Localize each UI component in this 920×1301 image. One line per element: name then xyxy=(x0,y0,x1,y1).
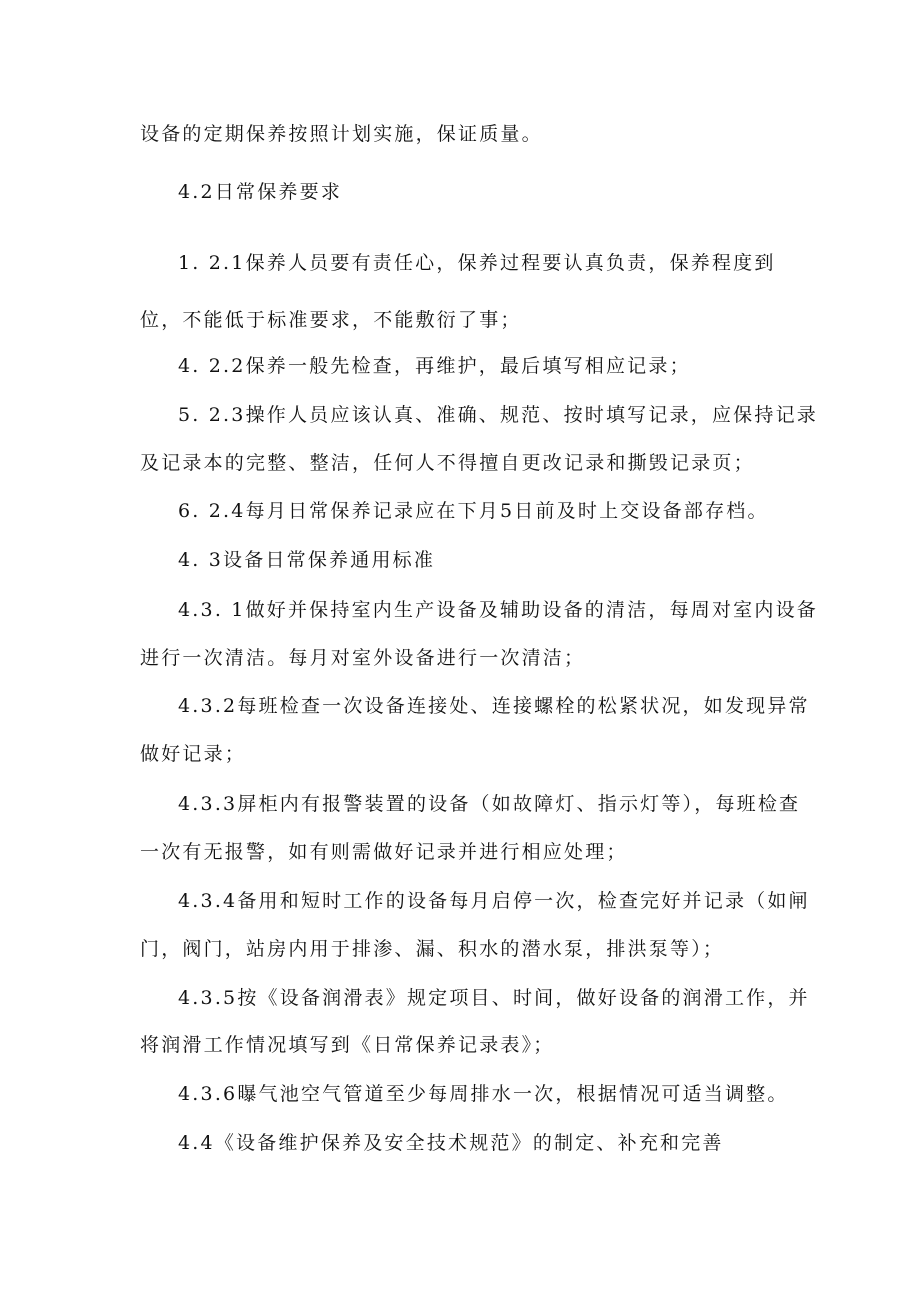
paragraph-line: 门，阀门，站房内用于排渗、漏、积水的潜水泵，排洪泵等）； xyxy=(140,938,725,960)
paragraph-line: 4.3.4备用和短时工作的设备每月启停一次，检查完好并记录（如闸 xyxy=(178,890,810,912)
paragraph-line: 一次有无报警，如有则需做好记录并进行相应处理； xyxy=(140,841,628,863)
paragraph-line: 1. 2.1保养人员要有责任心，保养过程要认真负责，保养程度到 xyxy=(178,252,776,274)
paragraph-line: 4.3.5按《设备润滑表》规定项目、时间，做好设备的润滑工作，并 xyxy=(178,987,810,1009)
section-heading-4-3: 4. 3设备日常保养通用标准 xyxy=(178,549,436,571)
paragraph-line: 位，不能低于标准要求，不能敷衍了事； xyxy=(140,309,522,331)
section-heading-4-2: 4.2日常保养要求 xyxy=(178,181,343,203)
paragraph-line: 4.3. 1做好并保持室内生产设备及辅助设备的清洁，每周对室内设备 xyxy=(178,599,818,621)
paragraph-line: 进行一次清洁。每月对室外设备进行一次清洁； xyxy=(140,647,586,669)
paragraph-line: 4.3.2每班检查一次设备连接处、连接螺栓的松紧状况，如发现异常 xyxy=(178,695,810,717)
paragraph-line: 4. 2.2保养一般先检查，再维护，最后填写相应记录； xyxy=(178,355,691,377)
paragraph-line: 及记录本的完整、整洁，任何人不得擅自更改记录和撕毁记录页； xyxy=(140,452,755,474)
section-heading-4-4: 4.4《设备维护保养及安全技术规范》的制定、补充和完善 xyxy=(178,1132,724,1154)
paragraph-line: 4.3.3屏柜内有报警装置的设备（如故障灯、指示灯等），每班检查 xyxy=(178,793,801,815)
paragraph-line: 将润滑工作情况填写到《日常保养记录表》； xyxy=(140,1034,555,1056)
paragraph-line: 6. 2.4每月日常保养记录应在下月5日前及时上交设备部存档。 xyxy=(178,500,769,522)
paragraph-line: 5. 2.3操作人员应该认真、准确、规范、按时填写记录，应保持记录 xyxy=(178,404,818,426)
paragraph-line: 设备的定期保养按照计划实施，保证质量。 xyxy=(140,123,543,145)
paragraph-line: 做好记录； xyxy=(140,743,247,765)
paragraph-line: 4.3.6曝气池空气管道至少每周排水一次，根据情况可适当调整。 xyxy=(178,1083,789,1105)
